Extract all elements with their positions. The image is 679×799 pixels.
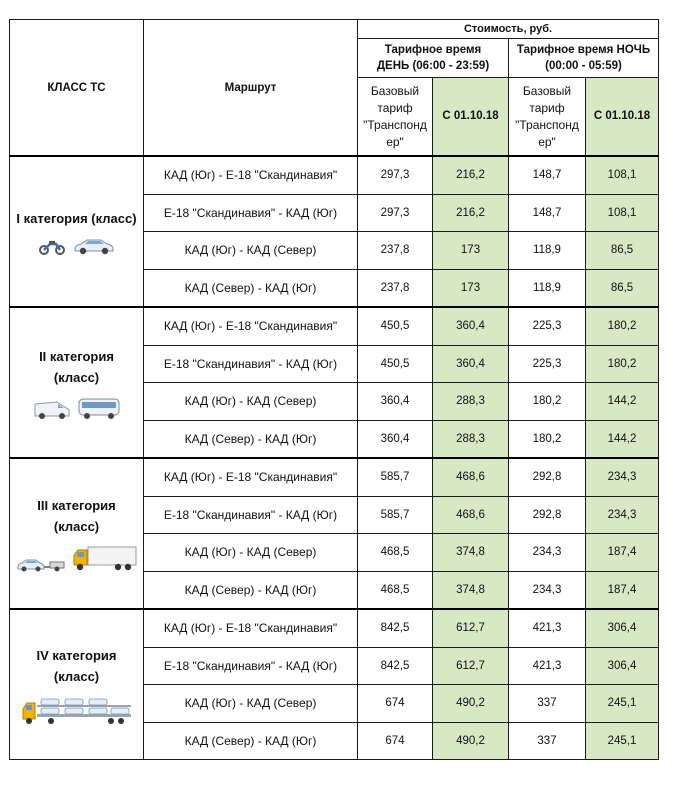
route-cell: КАД (Север) - КАД (Юг) — [144, 571, 358, 609]
day-new-cell: 288,3 — [433, 420, 509, 458]
van-icon — [33, 398, 71, 420]
night-base-cell: 148,7 — [509, 156, 586, 194]
day-base-cell: 360,4 — [358, 383, 433, 421]
category-label: IV категория — [36, 647, 117, 663]
night-new-cell: 180,2 — [586, 345, 659, 383]
day-base-cell: 842,5 — [358, 647, 433, 685]
tariff-table — [9, 19, 659, 760]
category-cell — [10, 609, 144, 760]
night-new-tariff-header: С 01.10.18 — [586, 78, 659, 157]
day-new-cell: 612,7 — [433, 609, 509, 647]
day-base-cell: 468,5 — [358, 534, 433, 572]
night-new-cell: 245,1 — [586, 722, 659, 760]
route-cell: Е-18 "Скандинавия" - КАД (Юг) — [144, 647, 358, 685]
motorcycle-icon — [38, 237, 66, 255]
route-cell: КАД (Юг) - КАД (Север) — [144, 534, 358, 572]
night-new-cell: 245,1 — [586, 685, 659, 723]
route-cell: КАД (Север) - КАД (Юг) — [144, 420, 358, 458]
car-carrier-truck-icon — [21, 695, 133, 725]
base-line1: Базовый — [522, 83, 572, 98]
night-base-cell: 421,3 — [509, 647, 586, 685]
route-cell: КАД (Юг) - Е-18 "Скандинавия" — [144, 609, 358, 647]
night-base-cell: 292,8 — [509, 496, 586, 534]
night-new-cell: 86,5 — [586, 232, 659, 270]
base-line4: ер" — [538, 134, 556, 149]
category-label-line2: (класс) — [53, 518, 100, 534]
night-new-cell: 306,4 — [586, 609, 659, 647]
route-cell: КАД (Север) - КАД (Юг) — [144, 722, 358, 760]
route-cell: КАД (Юг) - Е-18 "Скандинавия" — [144, 156, 358, 194]
table-row — [10, 156, 659, 194]
day-tariff-line1: Тарифное время — [384, 44, 482, 56]
car-trailer-icon — [16, 557, 66, 573]
category-label: I категория (класс) — [16, 211, 137, 226]
day-base-cell: 297,3 — [358, 156, 433, 194]
day-base-cell: 585,7 — [358, 458, 433, 496]
night-base-cell: 234,3 — [509, 534, 586, 572]
category-cell — [10, 156, 144, 307]
night-new-cell: 86,5 — [586, 269, 659, 307]
route-cell: КАД (Юг) - КАД (Север) — [144, 685, 358, 723]
day-new-cell: 468,6 — [433, 458, 509, 496]
night-base-tariff-header — [509, 78, 586, 157]
night-base-cell: 225,3 — [509, 307, 586, 345]
day-base-tariff-header — [358, 78, 433, 157]
night-tariff-line2: (00:00 - 05:59) — [545, 60, 622, 72]
day-new-cell: 216,2 — [433, 194, 509, 232]
night-new-cell: 108,1 — [586, 156, 659, 194]
table-row — [10, 458, 659, 496]
day-new-cell: 360,4 — [433, 307, 509, 345]
day-base-cell: 585,7 — [358, 496, 433, 534]
category-label-line2: (класс) — [53, 668, 100, 684]
night-tariff-line1: Тарифное время НОЧЬ — [516, 44, 651, 56]
route-header: Маршрут — [144, 20, 358, 157]
night-base-cell: 292,8 — [509, 458, 586, 496]
day-base-cell: 674 — [358, 685, 433, 723]
day-tariff-header — [358, 39, 509, 78]
day-base-cell: 842,5 — [358, 609, 433, 647]
day-base-cell: 237,8 — [358, 269, 433, 307]
night-new-cell: 234,3 — [586, 496, 659, 534]
day-new-tariff-header: С 01.10.18 — [433, 78, 509, 157]
night-base-cell: 118,9 — [509, 232, 586, 270]
day-new-cell: 173 — [433, 232, 509, 270]
base-line2: тариф — [529, 100, 565, 115]
day-base-cell: 674 — [358, 722, 433, 760]
night-new-cell: 108,1 — [586, 194, 659, 232]
night-base-cell: 234,3 — [509, 571, 586, 609]
truck-icon — [72, 545, 138, 573]
day-new-cell: 490,2 — [433, 685, 509, 723]
day-base-cell: 450,5 — [358, 345, 433, 383]
base-line3: "Транспонд — [363, 117, 427, 132]
category-cell — [10, 307, 144, 458]
category-label: III категория — [37, 497, 116, 513]
night-base-cell: 337 — [509, 722, 586, 760]
day-base-cell: 360,4 — [358, 420, 433, 458]
car-icon — [72, 237, 116, 255]
day-new-cell: 374,8 — [433, 534, 509, 572]
night-base-cell: 337 — [509, 685, 586, 723]
night-base-cell: 118,9 — [509, 269, 586, 307]
route-cell: КАД (Юг) - КАД (Север) — [144, 232, 358, 270]
day-new-cell: 360,4 — [433, 345, 509, 383]
day-new-cell: 374,8 — [433, 571, 509, 609]
category-label: II категория — [39, 348, 114, 364]
route-cell: Е-18 "Скандинавия" - КАД (Юг) — [144, 194, 358, 232]
night-base-cell: 148,7 — [509, 194, 586, 232]
night-new-cell: 180,2 — [586, 307, 659, 345]
base-line3: "Транспонд — [515, 117, 579, 132]
night-new-cell: 306,4 — [586, 647, 659, 685]
table-row — [10, 307, 659, 345]
day-new-cell: 612,7 — [433, 647, 509, 685]
base-line4: ер" — [386, 134, 404, 149]
bus-icon — [77, 396, 121, 420]
day-new-cell: 173 — [433, 269, 509, 307]
night-base-cell: 180,2 — [509, 420, 586, 458]
night-base-cell: 421,3 — [509, 609, 586, 647]
day-base-cell: 237,8 — [358, 232, 433, 270]
day-base-cell: 297,3 — [358, 194, 433, 232]
day-new-cell: 288,3 — [433, 383, 509, 421]
route-cell: КАД (Юг) - КАД (Север) — [144, 383, 358, 421]
table-row — [10, 609, 659, 647]
night-tariff-header — [509, 39, 659, 78]
base-line2: тариф — [377, 100, 413, 115]
day-new-cell: 216,2 — [433, 156, 509, 194]
cost-header: Стоимость, руб. — [358, 20, 659, 39]
day-new-cell: 490,2 — [433, 722, 509, 760]
night-base-cell: 225,3 — [509, 345, 586, 383]
route-cell: КАД (Юг) - Е-18 "Скандинавия" — [144, 458, 358, 496]
day-new-cell: 468,6 — [433, 496, 509, 534]
day-base-cell: 450,5 — [358, 307, 433, 345]
night-base-cell: 180,2 — [509, 383, 586, 421]
route-cell: Е-18 "Скандинавия" - КАД (Юг) — [144, 345, 358, 383]
route-cell: КАД (Север) - КАД (Юг) — [144, 269, 358, 307]
category-label-line2: (класс) — [53, 369, 100, 385]
night-new-cell: 187,4 — [586, 534, 659, 572]
night-new-cell: 234,3 — [586, 458, 659, 496]
route-cell: Е-18 "Скандинавия" - КАД (Юг) — [144, 496, 358, 534]
route-cell: КАД (Юг) - Е-18 "Скандинавия" — [144, 307, 358, 345]
night-new-cell: 187,4 — [586, 571, 659, 609]
night-new-cell: 144,2 — [586, 383, 659, 421]
day-tariff-line2: ДЕНЬ (06:00 - 23:59) — [376, 60, 490, 72]
category-cell — [10, 458, 144, 609]
night-new-cell: 144,2 — [586, 420, 659, 458]
class-header: КЛАСС ТС — [10, 20, 144, 157]
base-line1: Базовый — [370, 83, 420, 98]
day-base-cell: 468,5 — [358, 571, 433, 609]
